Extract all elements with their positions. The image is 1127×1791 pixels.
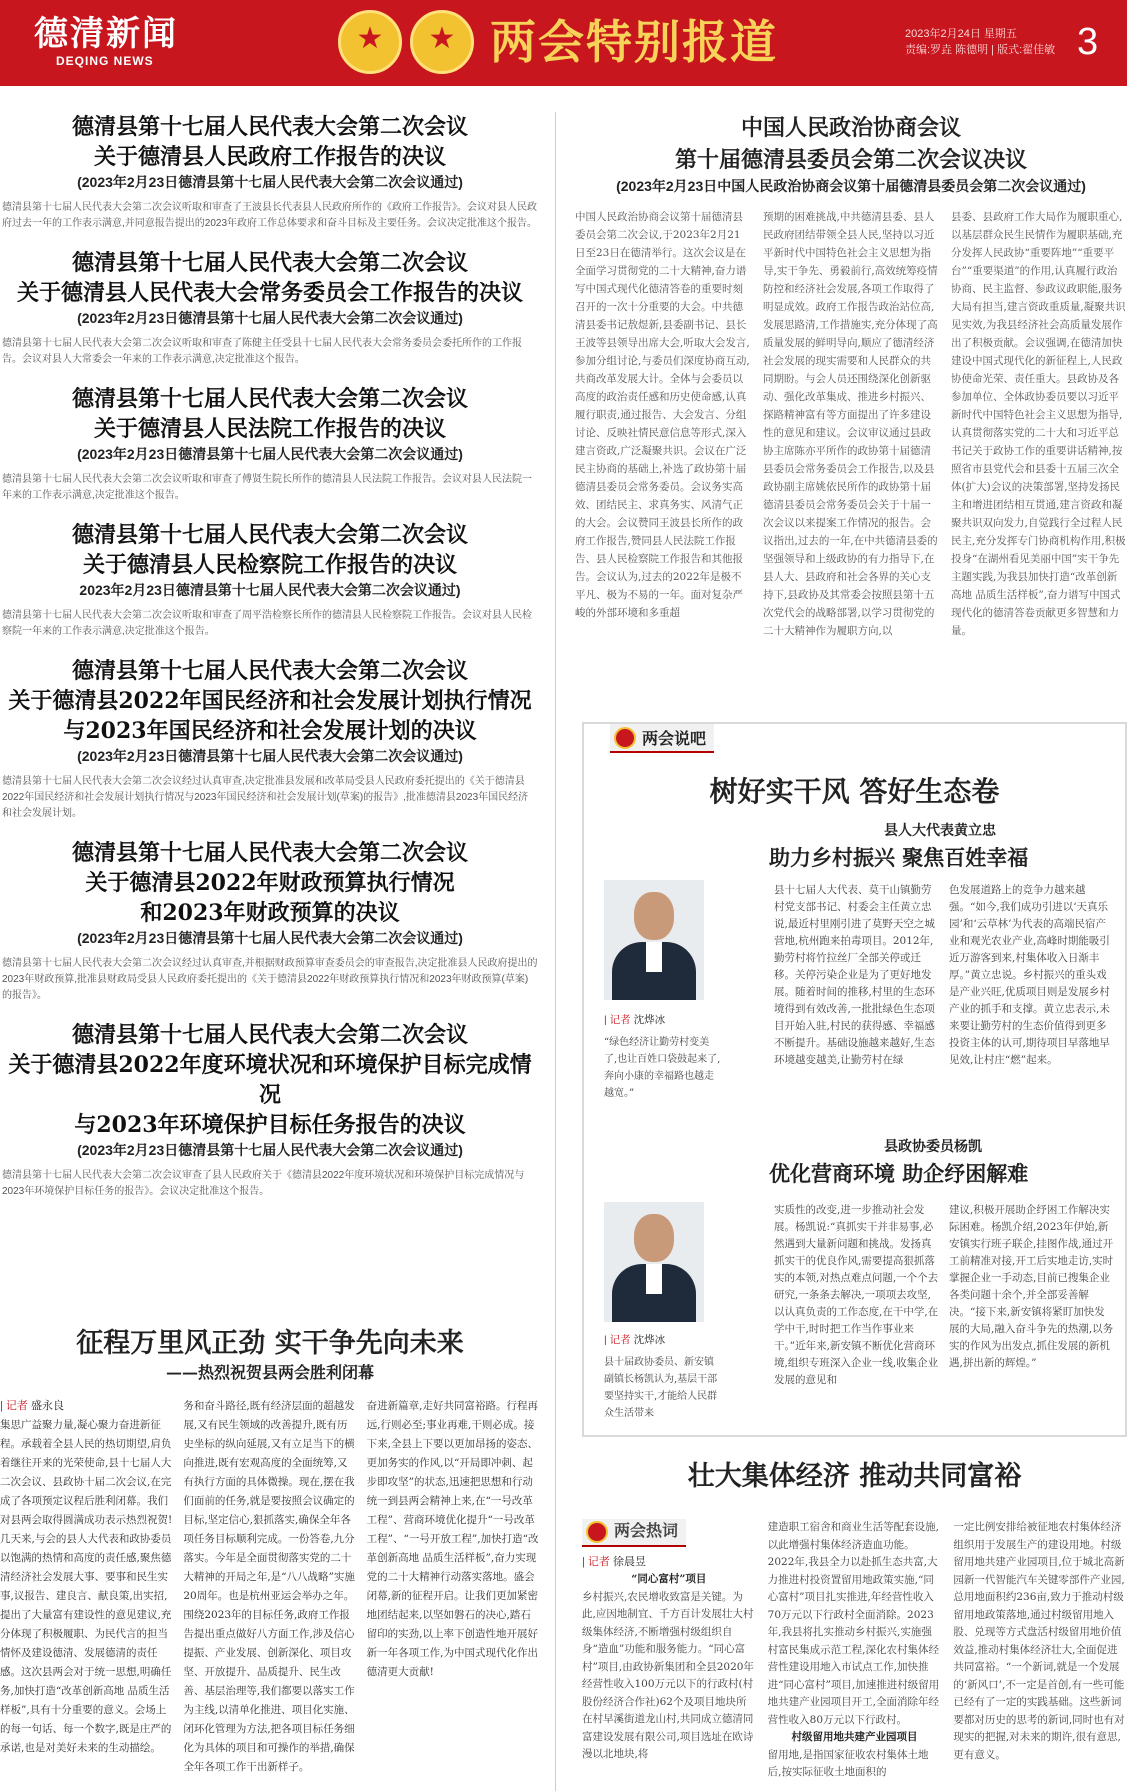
article-column-3: 奋进新篇章,走好共同富裕路。行程再远,行则必至;事业再难,干则必成。接下来,全县上下要以更加昂扬的姿态、更加务实的作风,以“开局即冲刺、起步即攻坚”的状态,迅速把思想和行动统一到县两会精神上来,在“一号改革工程”、营商环境优化提升“一号改革工程”、“一号开放工程”,加快打造“改革创新高地 品质生活样板”,奋力实现党的二十大精神行动落实落地。盛会闭幕,新的征程开启。让我们更加紧密地团结起来,以坚如磐石的决心,踏石留印的实劲,以上率下创造性地开展好新一年各项工作,为中国式现代化作出德清更大贡献! [366,1400,539,1678]
resolution-economic-plan[interactable] [0,656,540,832]
feature-title: 征程万里风正劲 实干争先向未来 [76,1328,464,1359]
cppcc-header[interactable] [575,112,1127,196]
cppcc-emblem-icon [410,10,474,74]
subheading-industrial-park: 村级留用地共建产业园项目 [791,1731,918,1743]
section-title: 两会特别报道 [490,15,778,69]
resolution-title-line3: 和2023年财政预算的决议 [140,900,400,926]
resolution-body: 德清县第十七届人民代表大会第二次会议经过认真审查,并根据财政预算审查委员会的审查报告,决定批准县人民政府提出的2023年财政预算,批准县财政局受县人民政府委托提出的《关于德清县2022年财政预算执行情况和2023年财政预算(草案)的报告》。 [2,958,538,1001]
cppcc-section [575,112,1127,686]
cppcc-title-line2: 第十届德清县委员会第二次会议决议 [674,147,1027,173]
resolution-title-line2: 关于德清县人民检察院工作报告的决议 [82,552,457,578]
emblem-icon [586,1521,608,1543]
interview-column-2: 建议,积极开展助企纾困工作解决实际困难。杨凯介绍,2023年伊始,新安镇实行班子联企,挂图作战,通过开工前精准对接,开工后实地走访,实时掌握企业一手动态,目前已搜集企业各类问题十余个,并全部妥善解决。“接下来,新安镇将紧盯加快发展的大局,融入奋斗争先的热潮,以务实的作风为出发点,抓住发展的新机遇,拼出新的辉煌。” [949,1204,1114,1369]
hotword-column-3: 一定比例安排给被征地农村集体经济组织用于发展生产的建设用地。村级留用地共建产业园项目,位于城北高新园新一代智能汽车关键零部件产业园,总用地面积约236亩,致力于推动村级留用地政策落地,通过村级留用地入股、兑现等方式盘活村级留用地价值效益,推动村集体经济壮大,全面促进共同富裕。“一个新词,就是一个发展的‘新风口’,不一定是首创,有一些可能已经有了一定的实践基础。这些新词要都对历史的思考的新词,同时也有对现实的把握,对未来的期许,很有意思,更有意义。 [953,1521,1125,1761]
talk-section [582,722,1127,1437]
byline: | 记者 徐晨昱 [582,1555,646,1568]
resolution-body: 德清县第十七届人民代表大会第二次会议经过认真审查,决定批准县发展和改革局受县人民政府委托提出的《关于德清县2022年国民经济和社会发展计划执行情况与2023年国民经济和社会发展计划(草案)的报告》,批准德清县2023年国民经济和社会发展计划。 [2,776,529,819]
page-number: 3 [1077,21,1099,63]
interview-column-1: 县十七届人大代表、莫干山镇勤劳村党支部书记、村委会主任黄立忠说,最近村里刚引进了莫野天空之城营地,杭州跑来拍毒项目。2012年,勤劳村将竹拉丝厂全部关停或迁移。关停污染企业是为了更好地发展。随着时间的推移,村里的生态环境得到有效改善,一批批绿色生态项目开始入驻,村民的获得感、幸福感不断提升。基础设施越来越好,生态环境越变越美,让勤劳村在绿 [774,884,935,1066]
national-emblem-icon [338,10,402,74]
interview-headline[interactable]: 优化营商环境 助企纾困解难 [769,1161,1029,1186]
feature-subtitle: ——热烈祝贺县两会胜利闭幕 [165,1363,374,1382]
resolution-subtitle: (2023年2月23日德清县第十七届人民代表大会第二次会议通过) [77,748,463,764]
byline: | 记者 盛永良 [0,1400,64,1412]
resolution-standing-committee[interactable] [0,248,540,378]
pull-quote: “绿色经济让勤劳村变美了,也让百姓口袋鼓起来了,奔向小康的幸福路也越走越宽。” [604,1037,721,1099]
byline-name: 徐晨昱 [612,1555,646,1568]
interviewee-role: 县人大代表黄立忠 [884,822,996,838]
resolution-subtitle: (2023年2月23日德清县第十七届人民代表大会第二次会议通过) [77,310,463,326]
resolution-court[interactable] [0,384,540,514]
interview-headline[interactable]: 助力乡村振兴 聚焦百姓幸福 [769,845,1029,870]
subheading-tongxin: “同心富村”项目 [631,1573,707,1585]
collective-economy-headline[interactable]: 壮大集体经济 推动共同富裕 [687,1461,1022,1492]
talk-title[interactable]: 树好实干风 答好生态卷 [709,775,1000,808]
hotword-column-2 [768,1519,942,1789]
interview-column-1: 实质性的改变,进一步推动社会发展。杨凯说:“真抓实干并非易事,必然遇到大量新问题和挑战。发扬真抓实干的优良作风,需要提高狠抓落实的本领,对热点难点问题,一个个去研究,一条条去解决,一项项去攻坚,以认真负责的工作态度,在干中学,在学中干,时时把工作当作事业来干。”近年来,新安镇不断优化营商环境,组织专班深入企业一线,收集企业发展的意见和 [774,1204,939,1386]
resolution-title-line1: 德清县第十七届人民代表大会第二次会议 [71,114,468,140]
cppcc-column-2: 预期的困难挑战,中共德清县委、县人民政府团结带领全县人民,坚持以习近平新时代中国特色社会主义思想为指导,实干争先、勇毅前行,高效统筹疫情防控和经济社会发展,各项工作取得了明显成效。政府工作报告政治站位高,发展思路清,工作措施实,充分体现了高质量发展的鲜明导向,顺应了德清经济社会发展的现实需要和人民群众的共同期盼。与会人员还围绕深化创新驱动、强化改革集成、推进乡村振兴、探路精神富有等方面提出了许多建设性的意见和建议。会议审议通过县政协主席陈亦平所作的政协第十届德清县委员会常务委员会工作报告,以及县政协副主席姚依民所作的政协第十届德清县委员会常务委员会关于十届一次会议以来提案工作情况的报告。会议指出,过去的一年,在中共德清县委的坚强领导和上级政协的有力指导下,在县人大、县政府和社会各界的关心支持下,县政协及其常委会按照县第十五次党代会的战略部署,以学习贯彻党的二十大精神作为履职方向,以 [763,211,938,637]
interviewee-photo [604,880,704,1000]
logo-english: DEQING NEWS [56,54,154,68]
hotword-column-1 [582,1519,756,1789]
resolution-body: 德清县第十七届人民代表大会第二次会议听取和审查了陈健主任受县十七届人民代表大会常务委员会委托所作的工作报告。会议对县人大常委会一年来的工作表示满意,决定批准这个报告。 [2,338,522,365]
resolution-title-line2: 关于德清县人民代表大会常务委员会工作报告的决议 [16,280,523,306]
interview-text [774,882,1114,1069]
issue-meta [905,26,1055,58]
interviewee-photo [604,1202,704,1322]
resolution-environment[interactable] [0,1020,540,1210]
resolution-body: 德清县第十七届人民代表大会第二次会议听取和审查了傅贤生院长所作的德清县人民法院工作报告。会议对县人民法院一年来的工作表示满意,决定批准这个报告。 [2,474,532,501]
resolution-body: 德清县第十七届人民代表大会第二次会议听取和审查了周平浩检察长所作的德清县人民检察院工作报告。会议对县人民检察院一年来的工作表示满意,决定批准这个报告。 [2,610,532,637]
credit-label: 记者 [609,1014,631,1026]
hotword-text: 留用地,是指国家征收农村集体土地后,按实际征收土地面积的 [767,1748,929,1778]
talk-tag [610,724,714,753]
byline-label: 记者 [587,1555,610,1568]
feature-article [0,1397,540,1791]
photo-credit: | 记者 沈烨冰 [604,1334,666,1346]
credit-label: 记者 [609,1334,631,1346]
interview-text [774,1202,1114,1389]
hotword-body [582,1519,1127,1789]
resolution-title-line3: 与2023年国民经济和社会发展计划的决议 [63,718,477,744]
resolution-title-line2: 关于德清县人民法院工作报告的决议 [93,416,446,442]
resolution-title-line2: 关于德清县人民政府工作报告的决议 [93,144,446,170]
resolution-budget[interactable] [0,838,540,1014]
resolution-title-line2: 关于德清县2022年国民经济和社会发展计划执行情况 [8,688,532,714]
issue-date: 2023年2月24日 星期五 [905,28,1017,40]
byline-label: 记者 [5,1400,28,1412]
resolutions-column [0,112,540,1216]
feature-headline[interactable] [0,1326,540,1384]
resolution-title-line2: 关于德清县2022年财政预算执行情况 [85,870,455,896]
hotword-tag [582,1519,686,1547]
cppcc-column-3: 县委、县政府工作大局作为履职重心,以基层群众民生民情作为履职基础,充分发挥人民政协“重要阵地”“重要平台”“重要渠道”的作用,认真履行政治协商、民主监督、参政议政职能,服务大局有担当,建言资政重质量,凝聚共识见实效,为我县经济社会高质量发展作出了积极贡献。会议强调,在德清加快建设中国式现代化的新征程上,人民政协使命光荣、责任重大。县政协及各参加单位、全体政协委员要以习近平新时代中国特色社会主义思想为指导,认真贯彻落实党的二十大和习近平总书记关于政协工作的重要讲话精神,按照省市县党代会和县委十五届三次全体(扩大)会议的决策部署,坚持发扬民主和增进团结相互贯通,建言资政和凝聚共识双向发力,自觉践行全过程人民民主,充分发挥专门协商机构作用,积极投身“在湖州看见美丽中国”实干争先主题实践,为我县加快打造“改革创新高地 品质生活样板”,奋力谱写中国式现代化的德清答卷贡献更多智慧和力量。 [951,211,1126,637]
hotword-tag-label: 两会热词 [614,1523,679,1541]
credit-name: 沈烨冰 [633,1014,666,1026]
credit-name: 沈烨冰 [633,1334,666,1346]
talk-tag-label: 两会说吧 [642,731,707,748]
photo-credit: | 记者 沈烨冰 [604,1014,666,1026]
resolution-title-line1: 德清县第十七届人民代表大会第二次会议 [71,250,468,276]
logo-chinese: 德清新闻 [34,14,178,54]
article-column-2: 务和奋斗路径,既有经济层面的超越发展,又有民生领域的改善提升,既有历史坐标的纵向延展,又有立足当下的横向推进,既有宏观高度的全面统筹,又有执行方面的具体微操。现在,摆在我们面前的任务,就是要按照会议确定的目标,坚定信心,狠抓落实,确保全年各项任务目标顺利完成。一份答卷,九分落实。今年是全面贯彻落实党的二十大精神的开局之年,是“八八战略”实施20周年。也是杭州亚运会举办之年。围绕2023年的目标任务,政府工作报告提出重点做好八方面工作,涉及信心提振、产业发展、创新深化、项目攻坚、开放提升、品质提升、民生改善、基层治理等,我们都要以落实工作为主线,以清单化推进、项目化实施、闭环化管理为方法,把各项目标任务细化为具体的项目和可操作的举措,确保全年各项工作干出新样子。 [183,1400,355,1773]
column-divider [555,112,556,1791]
interview-column-2: 色发展道路上的竞争力越来越强。“如今,我们成功引进以‘天真乐园’和‘云草林’为代表的高端民宿产业和观光农业产业,高峰时期能吸引近万游客到来,村集体收入日渐丰厚。”黄立忠说。乡村振兴的重头戏是产业兴旺,优质项目则是发展乡村产业的抓手和支撑。黄立忠表示,未来要让勤劳村的生态价值得到更多投资主体的认可,期待项目早落地早见效,让村庄“燃”起来。 [949,884,1110,1066]
cppcc-body [575,208,1127,686]
resolution-procuratorate[interactable] [0,520,540,650]
emblem-icon [614,727,636,749]
resolution-title-line1: 德清县第十七届人民代表大会第二次会议 [71,522,468,548]
resolution-subtitle: 2023年2月23日德清县第十七届人民代表大会第二次会议通过) [79,582,461,598]
resolution-title-line1: 德清县第十七届人民代表大会第二次会议 [71,386,468,412]
resolution-subtitle: (2023年2月23日德清县第十七届人民代表大会第二次会议通过) [77,446,463,462]
newspaper-logo[interactable] [34,14,178,68]
article-column-1 [0,1397,173,1791]
resolution-title-line1: 德清县第十七届人民代表大会第二次会议 [71,840,468,866]
resolution-title-line1: 德清县第十七届人民代表大会第二次会议 [71,1022,468,1048]
resolution-subtitle: (2023年2月23日德清县第十七届人民代表大会第二次会议通过) [77,1142,463,1158]
resolution-body: 德清县第十七届人民代表大会第二次会议听取和审查了王波县长代表县人民政府所作的《政府工作报告》。会议对县人民政府过去一年的工作表示满意,并同意报告提出的2023年政府工作总体要求和奋斗目标及主要任务。会议决定批准这个报告。 [2,202,538,229]
resolution-government[interactable] [0,112,540,242]
cppcc-subtitle: (2023年2月23日中国人民政治协商会议第十届德清县委员会第二次会议通过) [616,178,1086,194]
resolution-title-line1: 德清县第十七届人民代表大会第二次会议 [71,658,468,684]
resolution-body: 德清县第十七届人民代表大会第二次会议审查了县人民政府关于《德清县2022年度环境状况和环境保护目标完成情况与2023年环境保护目标任务的报告》。会议决定批准这个报告。 [2,1170,525,1197]
resolution-subtitle: (2023年2月23日德清县第十七届人民代表大会第二次会议通过) [77,930,463,946]
article-text: 集思广益聚力量,凝心聚力奋进新征程。承载着全县人民的热切期望,肩负着继往开来的光荣使命,县十七届人大二次会议、县政协十届二次会议,在完成了各项预定议程后胜利闭幕。我们对县两会取得圆满成功表示热烈祝贺!几天来,与会的县人大代表和政协委员以饱满的热情和高度的责任感,聚焦德清经济社会发展大事、要事和民生实事,议报告、建良言、献良策,出实招,提出了大量富有建设性的意见建议,充分体现了积极履职、为民代言的担当情怀及建设德清、发展德清的责任感。这次县两会对于统一思想,明确任务,加快打造“改革创新高地 品质生活样板”,具有十分重要的意义。会场上的每一句话、每一个数字,既是庄严的承诺,也是对美好未来的生动描绘。 [0,1419,173,1754]
resolution-title-line3: 与2023年环境保护目标任务报告的决议 [74,1112,466,1138]
hotword-text: 建造职工宿舍和商业生活等配套设施,以此增强村集体经济造血功能。2022年,我县全力以赴抓生态共富,大力推进村投资置留用地政策实施,“同心富村”项目扎实推进,年经营性收入70万元以下行政村全面消除。2023年,我县将扎实推动乡村振兴,实施强村富民集成示范工程,深化农村集体经营性建设用地入市试点工作,加快推进“同心富村”项目,加速推进村级留用地共建产业园项目开工,全面消除年经营性收入80万元以下行政村。 [767,1521,940,1726]
resolution-title-line2: 关于德清县2022年度环境状况和环境保护目标完成情况 [8,1052,532,1108]
editors: 责编:罗垚 陈德明 | 版式:翟佳敏 [905,44,1056,56]
interviewee-role: 县政协委员杨凯 [884,1138,982,1154]
masthead [0,0,1127,86]
cppcc-column-1: 中国人民政治协商会议第十届德清县委员会第二次会议,于2023年2月21日至23日在德清举行。这次会议是在全面学习贯彻党的二十大精神,奋力谱写中国式现代化德清答卷的重要时刻召开的一次十分重要的大会。中共德清县委书记敖煜新,县委副书记、县长王波等县领导出席大会,听取大会发言,参加分组讨论,与委员们深度协商互动,共商改革发展大计。全体与会委员以高度的政治责任感和历史使命感,认真履行职责,通过报告、大会发言、分组讨论、反映社情民意信息等形式,深入建言资政,广泛凝聚共识。会议在广泛民主协商的基础上,补选了政协第十届德清县委员会常务委员。会议务实高效、团结民主、求真务实、风清气正的大会。会议赞同王波县长所作的政府工作报告,赞同县人民法院工作报告、县人民检察院工作报告和其他报告。会议认为,过去的2022年是极不平凡、极为不易的一年。面对复杂严峻的外部环境和多重超 [575,211,750,619]
pull-quote: 县十届政协委员、新安镇副镇长杨凯认为,基层干部要坚持实干,才能给人民群众生活带来 [604,1357,718,1419]
resolution-subtitle: (2023年2月23日德清县第十七届人民代表大会第二次会议通过) [77,174,463,190]
byline-name: 盛永良 [30,1400,64,1412]
hotword-text: 乡村振兴,农民增收致富是关键。为此,应因地制宜、千方百计发展壮大村级集体经济,不断增强村级组织自身“造血”功能和服务能力。“同心富村”项目,由政协新集团和全县2020年经营性收入100万元以下的行政村(村股份经济合作社)62个及项目地块所在村早溪街道龙山村,共同成立德清同富建设发展有限公司,项目选址在欧诗漫以北地块,将 [582,1590,754,1760]
cppcc-title-line1: 中国人民政治协商会议 [740,115,961,141]
